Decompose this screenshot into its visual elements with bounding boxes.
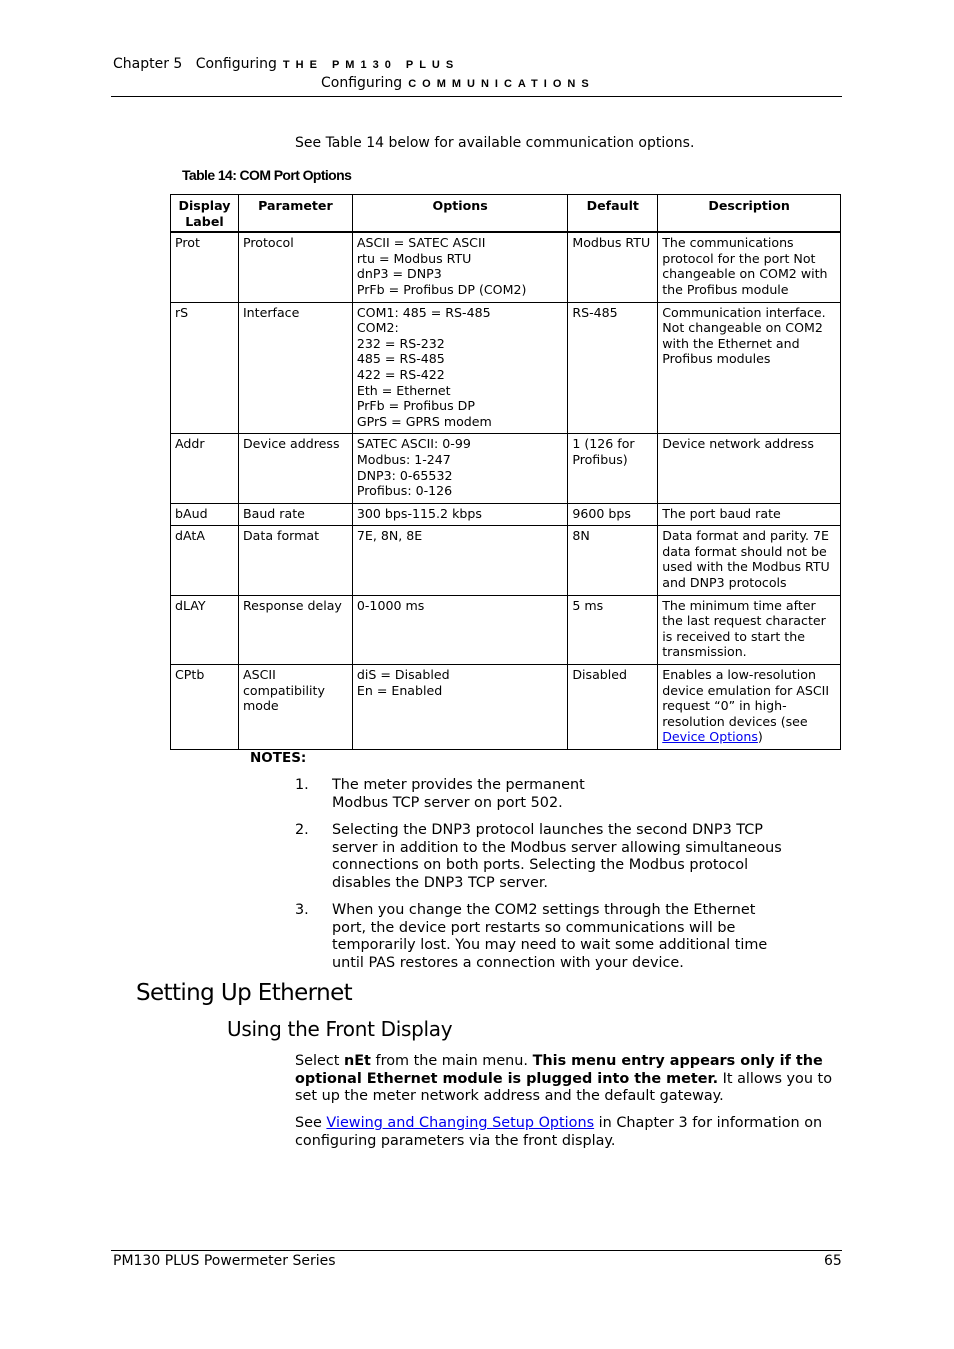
header-divider xyxy=(111,96,842,97)
para-text: from the main menu. xyxy=(370,1053,533,1069)
table-row xyxy=(171,665,841,750)
cell-label: rS xyxy=(171,302,239,434)
description-text: Enables a low-resolution device emulation for ASCII request “0” in high-resolution devices (see xyxy=(662,667,830,729)
option-line: rtu = Modbus RTU xyxy=(356,250,472,266)
option-line: PrFb = Profibus DP xyxy=(356,398,475,414)
cell-parameter: Device address xyxy=(238,434,352,503)
cell-options xyxy=(352,526,567,595)
cell-default: Modbus RTU xyxy=(568,232,658,302)
col-header: Default xyxy=(568,195,658,233)
table-row xyxy=(171,503,841,526)
table-row xyxy=(171,434,841,503)
subsection-label: Configuring xyxy=(321,75,403,91)
option-line: Eth = Ethernet xyxy=(356,382,451,398)
setup-options-link[interactable]: Viewing and Changing Setup Options xyxy=(326,1115,595,1131)
subsection-caps: COMMUNICATIONS xyxy=(408,78,595,90)
cell-label: dLAY xyxy=(171,595,239,664)
cell-description: The communications protocol for the port Not changeable on COM2 with the Profibus module xyxy=(658,232,841,302)
note-text: The meter provides the permanent Modbus TCP server on port 502. xyxy=(332,777,585,811)
note-text: Selecting the DNP3 protocol launches the second DNP3 TCP server in addition to the Modbus server allowing simultaneous connections on both ports. Selecting the Modbus protocol disables the DNP3 TCP server. xyxy=(332,822,782,891)
cell-label: Addr xyxy=(171,434,239,503)
note-number: 2. xyxy=(295,822,309,838)
option-line: COM1: 485 = RS-485 xyxy=(356,304,491,320)
note-number: 1. xyxy=(295,777,309,793)
para-text: See xyxy=(295,1115,327,1131)
cell-description: Data format and parity. 7E data format should not be used with the Modbus RTU and DNP3 protocols xyxy=(658,526,841,595)
note-number: 3. xyxy=(295,902,309,918)
paragraph-select-net xyxy=(295,1053,840,1106)
page-number: 65 xyxy=(824,1253,842,1269)
col-header: Description xyxy=(658,195,841,233)
footer-title: PM130 PLUS Powermeter Series xyxy=(113,1253,336,1269)
intro-text: See Table 14 below for available communication options. xyxy=(295,135,695,151)
description-end: ) xyxy=(757,729,763,745)
option-line: COM2: xyxy=(356,320,399,336)
option-line: PrFb = Profibus DP (COM2) xyxy=(356,281,527,297)
option-line: diS = Disabled xyxy=(356,667,450,683)
cell-description: The minimum time after the last request character is received to start the transmission. xyxy=(658,595,841,664)
para-text: Select xyxy=(295,1053,344,1069)
option-line: En = Enabled xyxy=(356,682,443,698)
table-row xyxy=(171,232,841,302)
table-header-row xyxy=(171,195,841,233)
cell-default: 1 (126 for Profibus) xyxy=(568,434,658,503)
col-header: Display Label xyxy=(171,195,239,233)
para-bold-menu: nEt xyxy=(343,1053,371,1069)
option-line: 7E, 8N, 8E xyxy=(356,528,423,544)
cell-parameter: Response delay xyxy=(238,595,352,664)
cell-default: RS-485 xyxy=(568,302,658,434)
table-row xyxy=(171,302,841,434)
para-text: in Chapter 3 for information on configuring parameters via the front display. xyxy=(295,1115,823,1149)
para-text: It allows you to set up the meter network address and the default gateway. xyxy=(295,1070,833,1104)
cell-options xyxy=(352,665,567,750)
option-line: SATEC ASCII: 0-99 xyxy=(356,436,471,452)
cell-description: The port baud rate xyxy=(658,503,841,526)
table-caption: Table 14: COM Port Options xyxy=(182,167,352,183)
option-line: Modbus: 1-247 xyxy=(356,451,451,467)
option-line: ASCII = SATEC ASCII xyxy=(356,235,486,251)
chapter-label: Chapter 5 xyxy=(113,56,183,72)
running-header-chapter xyxy=(113,56,459,72)
cell-label: bAud xyxy=(171,503,239,526)
col-header: Options xyxy=(352,195,567,233)
cell-default: 9600 bps xyxy=(568,503,658,526)
para-bold-note: This menu entry appears only if the optional Ethernet module is plugged into the meter. xyxy=(295,1053,823,1087)
cell-parameter: ASCII compatibility mode xyxy=(238,665,352,750)
option-line: 422 = RS-422 xyxy=(356,366,445,382)
table-row xyxy=(171,595,841,664)
cell-parameter: Data format xyxy=(238,526,352,595)
footer-divider xyxy=(111,1250,842,1251)
cell-parameter: Protocol xyxy=(238,232,352,302)
cell-label: CPtb xyxy=(171,665,239,750)
cell-description xyxy=(658,665,841,750)
cell-options xyxy=(352,302,567,434)
cell-parameter: Baud rate xyxy=(238,503,352,526)
cell-default: 8N xyxy=(568,526,658,595)
option-line: GPrS = GPRS modem xyxy=(356,413,492,429)
table-row xyxy=(171,526,841,595)
cell-options xyxy=(352,232,567,302)
option-line: DNP3: 0-65532 xyxy=(356,467,453,483)
cell-description: Communication interface. Not changeable on COM2 with the Ethernet and Profibus modules xyxy=(658,302,841,434)
option-line: 232 = RS-232 xyxy=(356,335,445,351)
cell-label: Prot xyxy=(171,232,239,302)
option-line: 0-1000 ms xyxy=(356,597,425,613)
cell-default: 5 ms xyxy=(568,595,658,664)
notes-title: NOTES: xyxy=(250,750,307,766)
option-line: 485 = RS-485 xyxy=(356,351,445,367)
running-header-subsection xyxy=(321,75,595,91)
section-caps: THE PM130 PLUS xyxy=(282,59,460,71)
cell-default: Disabled xyxy=(568,665,658,750)
option-line: Profibus: 0-126 xyxy=(356,483,453,499)
cell-options xyxy=(352,503,567,526)
option-line: dnP3 = DNP3 xyxy=(356,266,442,282)
col-header: Parameter xyxy=(238,195,352,233)
subsection-heading: Using the Front Display xyxy=(227,1017,453,1041)
cell-options xyxy=(352,434,567,503)
cell-parameter: Interface xyxy=(238,302,352,434)
section-heading: Setting Up Ethernet xyxy=(136,980,353,1006)
note-text: When you change the COM2 settings through the Ethernet port, the device port restarts so communications will be temporarily lost. You may need to wait some additional time until PAS restores a connection with your device. xyxy=(332,902,768,971)
cell-options xyxy=(352,595,567,664)
paragraph-see-setup xyxy=(295,1115,840,1150)
cell-label: dAtA xyxy=(171,526,239,595)
cell-description: Device network address xyxy=(658,434,841,503)
option-line: 300 bps-115.2 kbps xyxy=(356,505,482,521)
section-label: Configuring xyxy=(195,56,277,72)
device-options-link[interactable]: Device Options xyxy=(662,729,758,745)
com-port-options-table xyxy=(170,194,841,750)
